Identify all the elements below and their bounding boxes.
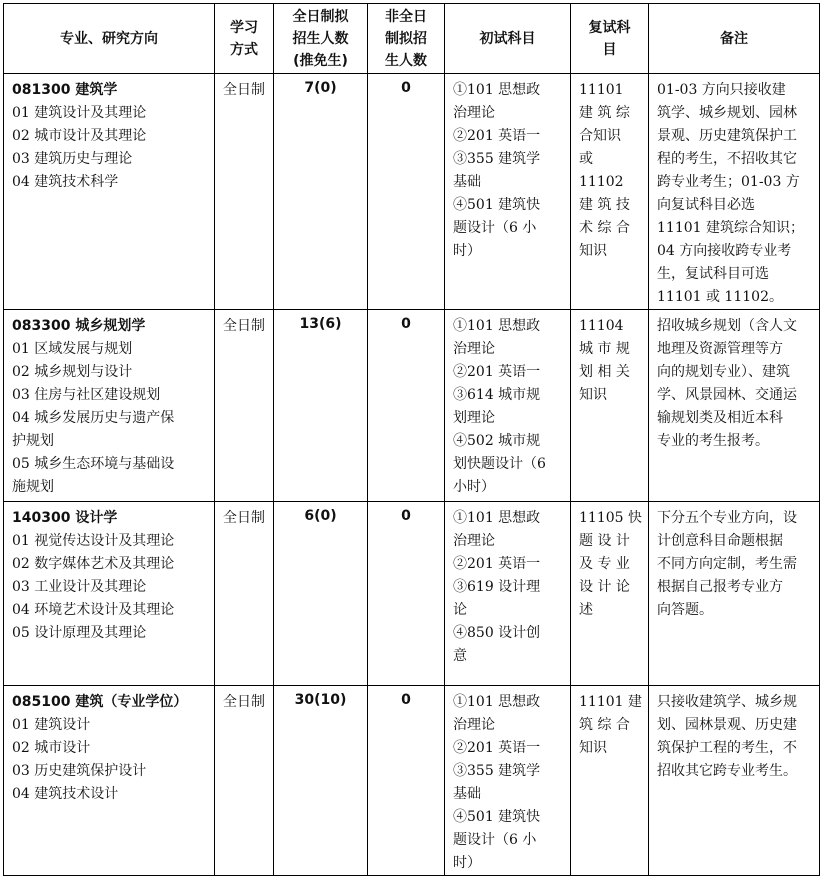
retest-line: 建 筑 技	[579, 197, 630, 213]
note-line: 计创意科目命题根据	[657, 533, 783, 549]
exam-subject-line: 意	[453, 648, 467, 664]
major-name: 140300 设计学	[12, 510, 118, 526]
enrollment-table	[3, 3, 820, 876]
research-direction: 02 城市设计及其理论	[12, 128, 147, 144]
research-direction: 01 建筑设计及其理论	[12, 105, 147, 121]
note-line: 04 方向接收跨专业考	[657, 243, 792, 259]
exam-subject-line: ②201 英语一	[453, 740, 541, 756]
research-direction: 04 城乡发展历史与遗产保	[12, 410, 175, 426]
exam-subject-line: 治理论	[453, 105, 495, 121]
research-direction: 02 城乡规划与设计	[12, 364, 133, 380]
exam-subject-line: 题设计（6 小	[453, 832, 537, 848]
research-direction: 04 建筑技术科学	[12, 174, 119, 190]
major-cell	[4, 686, 214, 806]
note-line: 专业的考生报考。	[657, 433, 769, 449]
research-direction: 01 建筑设计	[12, 717, 91, 733]
note-line: 景观、历史建筑保护工	[657, 128, 797, 144]
exam-subject-line: ②201 英语一	[453, 128, 541, 144]
fulltime-quota: 6(0)	[304, 508, 337, 524]
exam-subject-line: ①101 思想政	[453, 82, 541, 98]
exam-subject-line: ③619 设计理	[453, 579, 541, 595]
research-direction: 01 区域发展与规划	[12, 341, 133, 357]
fulltime-quota: 13(6)	[299, 316, 342, 332]
exam-subject-line: ③355 建筑学	[453, 763, 541, 779]
note-line: 地理及资源管理等方	[657, 341, 783, 357]
retest-line: 建 筑 综	[579, 105, 630, 121]
exam-subject-line: ④850 设计创	[453, 625, 541, 641]
header-notes: 备注	[649, 4, 820, 74]
exam-subject-line: ③614 城市规	[453, 387, 541, 403]
header-major: 专业、研究方向	[4, 4, 215, 74]
exam-subject-line: ③355 建筑学	[453, 151, 541, 167]
note-line: 11101 或 11102。	[657, 289, 783, 305]
exam-subject-line: ②201 英语一	[453, 556, 541, 572]
retest-line: 术 综 合	[579, 220, 630, 236]
fulltime-quota: 30(10)	[294, 692, 347, 708]
retest-subjects	[571, 686, 648, 760]
note-line: 招收城乡规划（含人文	[657, 318, 797, 334]
research-direction: 05 设计原理及其理论	[12, 625, 147, 641]
exam-subject-line: ①101 思想政	[453, 694, 541, 710]
research-direction: 04 环境艺术设计及其理论	[12, 602, 175, 618]
retest-line: 11101 建	[579, 694, 642, 710]
exam-subject-line: 治理论	[453, 341, 495, 357]
table-header-row	[4, 4, 820, 74]
note-line: 招收其它跨专业考生。	[657, 763, 797, 779]
note-line: 向答题。	[657, 602, 713, 618]
initial-exam-subjects	[445, 686, 570, 875]
study-mode: 全日制	[223, 510, 265, 526]
major-name: 083300 城乡规划学	[12, 318, 146, 334]
exam-subject-line: 题设计（6 小	[453, 220, 537, 236]
note-line: 输规划类及相近本科	[657, 410, 783, 426]
retest-line: 11104	[579, 318, 624, 334]
header-retest: 复试科 目	[571, 4, 649, 74]
note-line: 跨专业考生；01-03 方	[657, 174, 800, 190]
research-direction: 03 历史建筑保护设计	[12, 763, 147, 779]
retest-subjects	[571, 310, 648, 407]
research-direction: 01 视觉传达设计及其理论	[12, 533, 175, 549]
study-mode: 全日制	[223, 694, 265, 710]
note-line: 向复试科目必选	[657, 197, 755, 213]
retest-line: 知识	[579, 387, 607, 403]
fulltime-quota: 7(0)	[304, 80, 337, 96]
exam-subject-line: ①101 思想政	[453, 318, 541, 334]
retest-line: 述	[579, 602, 593, 618]
retest-line: 及 专 业	[579, 556, 630, 572]
retest-line: 设 计 论	[579, 579, 630, 595]
research-direction: 施规划	[12, 479, 54, 495]
note-line: 只接收建筑学、城乡规	[657, 694, 797, 710]
major-name: 081300 建筑学	[12, 82, 118, 98]
header-fulltime: 全日制拟 招生人数 (推免生)	[274, 4, 368, 74]
retest-line: 合知识	[579, 128, 621, 144]
exam-subject-line: 基础	[453, 786, 481, 802]
notes	[649, 502, 819, 622]
header-initial-exam: 初试科目	[445, 4, 571, 74]
exam-subject-line: 小时）	[453, 479, 495, 495]
notes	[649, 686, 819, 783]
retest-line: 城 市 规	[579, 341, 630, 357]
retest-line: 筑 综 合	[579, 717, 630, 733]
parttime-quota: 0	[401, 316, 411, 332]
note-line: 筑保护工程的考生，不	[657, 740, 797, 756]
parttime-quota: 0	[401, 508, 411, 524]
research-direction: 03 建筑历史与理论	[12, 151, 133, 167]
retest-line: 或	[579, 151, 593, 167]
research-direction: 03 工业设计及其理论	[12, 579, 147, 595]
exam-subject-line: ④502 城市规	[453, 433, 541, 449]
note-line: 划、园林景观、历史建	[657, 717, 797, 733]
retest-subjects	[571, 74, 648, 263]
retest-subjects	[571, 502, 648, 622]
parttime-quota: 0	[401, 80, 411, 96]
retest-line: 知识	[579, 243, 607, 259]
major-name: 085100 建筑（专业学位）	[12, 694, 188, 710]
retest-line: 11105 快	[579, 510, 642, 526]
study-mode: 全日制	[223, 318, 265, 334]
note-line: 01-03 方向只接收建	[657, 82, 786, 98]
note-line: 学、风景园林、交通运	[657, 387, 797, 403]
major-cell	[4, 502, 214, 645]
research-direction: 护规划	[12, 433, 54, 449]
header-mode: 学习 方式	[215, 4, 274, 74]
exam-subject-line: ②201 英语一	[453, 364, 541, 380]
note-line: 11101 建筑综合知识；	[657, 220, 804, 236]
exam-subject-line: 基础	[453, 174, 481, 190]
retest-line: 题 设 计	[579, 533, 630, 549]
exam-subject-line: 划快题设计（6	[453, 456, 546, 472]
exam-subject-line: 划理论	[453, 410, 495, 426]
initial-exam-subjects	[445, 74, 570, 263]
table-row	[4, 74, 820, 310]
exam-subject-line: 论	[453, 602, 467, 618]
note-line: 筑学、城乡规划、园林	[657, 105, 797, 121]
retest-line: 知识	[579, 740, 607, 756]
exam-subject-line: 时）	[453, 855, 481, 871]
note-line: 下分五个专业方向，设	[657, 510, 797, 526]
notes	[649, 74, 819, 309]
notes	[649, 310, 819, 453]
table-row	[4, 310, 820, 502]
note-line: 程的考生，不招收其它	[657, 151, 797, 167]
retest-line: 11102	[579, 174, 624, 190]
note-line: 根据自己报考专业方	[657, 579, 783, 595]
major-cell	[4, 74, 214, 194]
table-row	[4, 502, 820, 686]
research-direction: 05 城乡生态环境与基础设	[12, 456, 175, 472]
initial-exam-subjects	[445, 310, 570, 499]
exam-subject-line: ①101 思想政	[453, 510, 541, 526]
parttime-quota: 0	[401, 692, 411, 708]
table-row	[4, 686, 820, 876]
note-line: 向的规划专业）、建筑	[657, 364, 790, 380]
research-direction: 03 住房与社区建设规划	[12, 387, 161, 403]
retest-line: 11101	[579, 82, 624, 98]
note-line: 不同方向定制，考生需	[657, 556, 797, 572]
study-mode: 全日制	[223, 82, 265, 98]
major-cell	[4, 310, 214, 499]
initial-exam-subjects	[445, 502, 570, 668]
retest-line: 划 相 关	[579, 364, 630, 380]
research-direction: 04 建筑技术设计	[12, 786, 119, 802]
note-line: 生，复试科目可选	[657, 266, 769, 282]
exam-subject-line: ④501 建筑快	[453, 809, 541, 825]
exam-subject-line: 时）	[453, 243, 481, 259]
research-direction: 02 数字媒体艺术及其理论	[12, 556, 175, 572]
exam-subject-line: 治理论	[453, 533, 495, 549]
exam-subject-line: 治理论	[453, 717, 495, 733]
research-direction: 02 城市设计	[12, 740, 91, 756]
exam-subject-line: ④501 建筑快	[453, 197, 541, 213]
header-parttime: 非全日 制拟招 生人数	[368, 4, 445, 74]
